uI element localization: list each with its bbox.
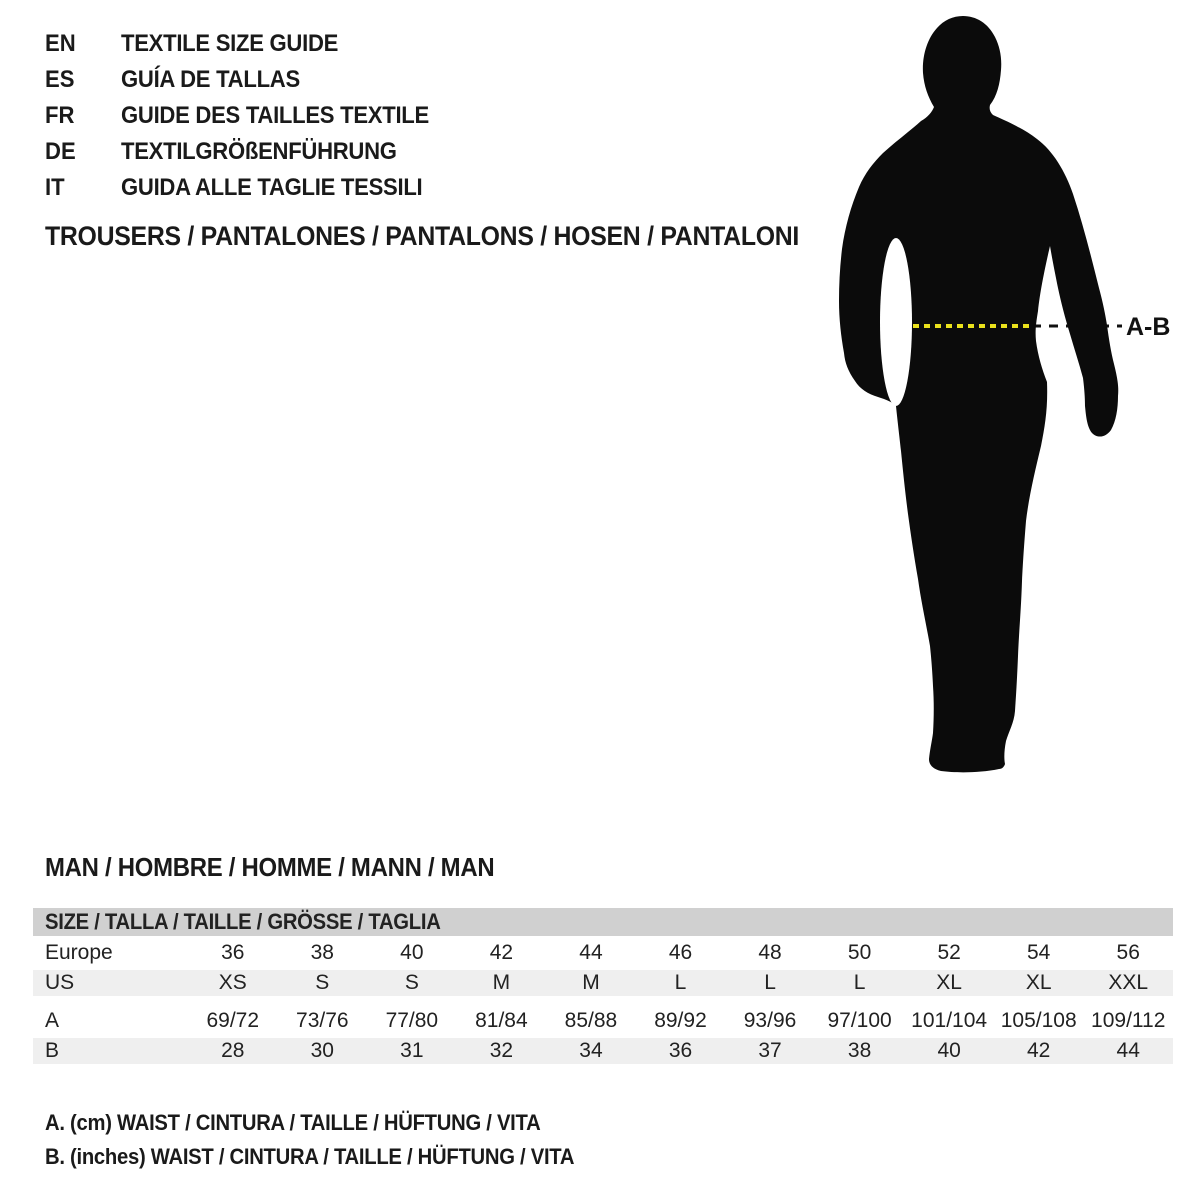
table-cell: 89/92 [654,1009,707,1032]
table-cell: 32 [489,1039,514,1062]
table-cell: 38 [310,941,334,964]
table-row [33,970,1173,1004]
row-label: A [45,1009,60,1032]
table-cell: 40 [937,1039,961,1062]
measure-label: A-B [1126,313,1171,341]
table-cell: 31 [400,1039,424,1062]
language-row [45,26,456,62]
table-cell: 93/96 [743,1009,797,1032]
table-cell: L [853,971,866,994]
section-title [45,850,533,884]
table-row [33,936,1173,970]
row-label: B [45,1039,60,1062]
size-table-header [33,908,1173,936]
language-code: DE [45,138,76,165]
table-row [33,1004,1173,1038]
table-cell: M [582,971,600,994]
table-cell: 44 [579,941,603,964]
table-cell: 54 [1027,941,1051,964]
table-cell: 85/88 [564,1009,618,1032]
language-code: EN [45,30,76,57]
language-row [45,170,456,206]
note-cm [45,1106,620,1140]
language-label: GUIDA ALLE TAGLIE TESSILI [121,174,423,201]
table-cell: 44 [1116,1039,1140,1062]
section-title-text: MAN / HOMBRE / HOMME / MANN / MAN [45,852,495,882]
language-label: GUIDE DES TAILLES TEXTILE [121,102,429,129]
table-cell: 109/112 [1091,1009,1166,1032]
table-cell: 81/84 [475,1009,528,1032]
size-table-body [33,936,1173,1072]
language-label: TEXTILE SIZE GUIDE [121,30,339,57]
language-code: FR [45,102,75,129]
table-cell: S [404,971,419,994]
measure-notes [45,1106,620,1174]
table-cell: 77/80 [385,1009,439,1032]
table-cell: XL [936,971,962,994]
language-list [45,26,456,206]
table-cell: 28 [221,1039,245,1062]
table-cell: 30 [310,1039,334,1062]
note-inches-text: B. (inches) WAIST / CINTURA / TAILLE / HÜFTUNG / VITA [45,1144,575,1169]
table-cell: 52 [937,941,961,964]
table-cell: 42 [1027,1039,1051,1062]
armpit-gap [880,238,912,406]
table-cell: S [315,971,330,994]
table-cell: 36 [221,941,245,964]
table-cell: 34 [579,1039,603,1062]
table-cell: 42 [489,941,514,964]
table-cell: 36 [668,1039,693,1062]
figure-wrap [820,0,1200,800]
table-cell: XXL [1108,971,1149,994]
table-cell: 50 [847,941,872,964]
man-silhouette-figure [820,0,1200,800]
note-inches [45,1140,620,1174]
language-label: TEXTILGRÖßENFÜHRUNG [121,138,397,165]
table-cell: 101/104 [911,1009,988,1032]
language-code: ES [45,66,75,93]
table-cell: 38 [847,1039,872,1062]
table-cell: M [492,971,511,994]
table-cell: 69/72 [206,1009,260,1032]
table-cell: 48 [758,941,782,964]
language-code: IT [45,174,65,201]
table-row [33,1038,1173,1072]
row-label: US [45,971,75,994]
table-cell: 37 [758,1039,782,1062]
table-cell: 46 [668,941,693,964]
language-row [45,98,456,134]
table-cell: 40 [400,941,424,964]
table-cell: XS [218,971,247,994]
language-label: GUÍA DE TALLAS [121,66,300,93]
table-cell: 105/108 [1000,1009,1077,1032]
row-label: Europe [45,941,113,964]
table-cell: XL [1025,971,1052,994]
category-title-text: TROUSERS / PANTALONES / PANTALONS / HOSEN / PANTALONI [45,221,800,251]
table-cell: L [764,971,776,994]
table-cell: L [674,971,687,994]
language-row [45,62,456,98]
note-cm-text: A. (cm) WAIST / CINTURA / TAILLE / HÜFTUNG / VITA [45,1110,541,1135]
table-cell: 97/100 [827,1009,892,1032]
table-cell: 56 [1116,941,1140,964]
size-table-header-text: SIZE / TALLA / TAILLE / GRÖSSE / TAGLIA [45,909,441,934]
size-table [33,908,1173,1072]
category-title [45,219,865,253]
language-row [45,134,456,170]
table-cell: 73/76 [296,1009,349,1032]
man-silhouette [839,16,1118,772]
